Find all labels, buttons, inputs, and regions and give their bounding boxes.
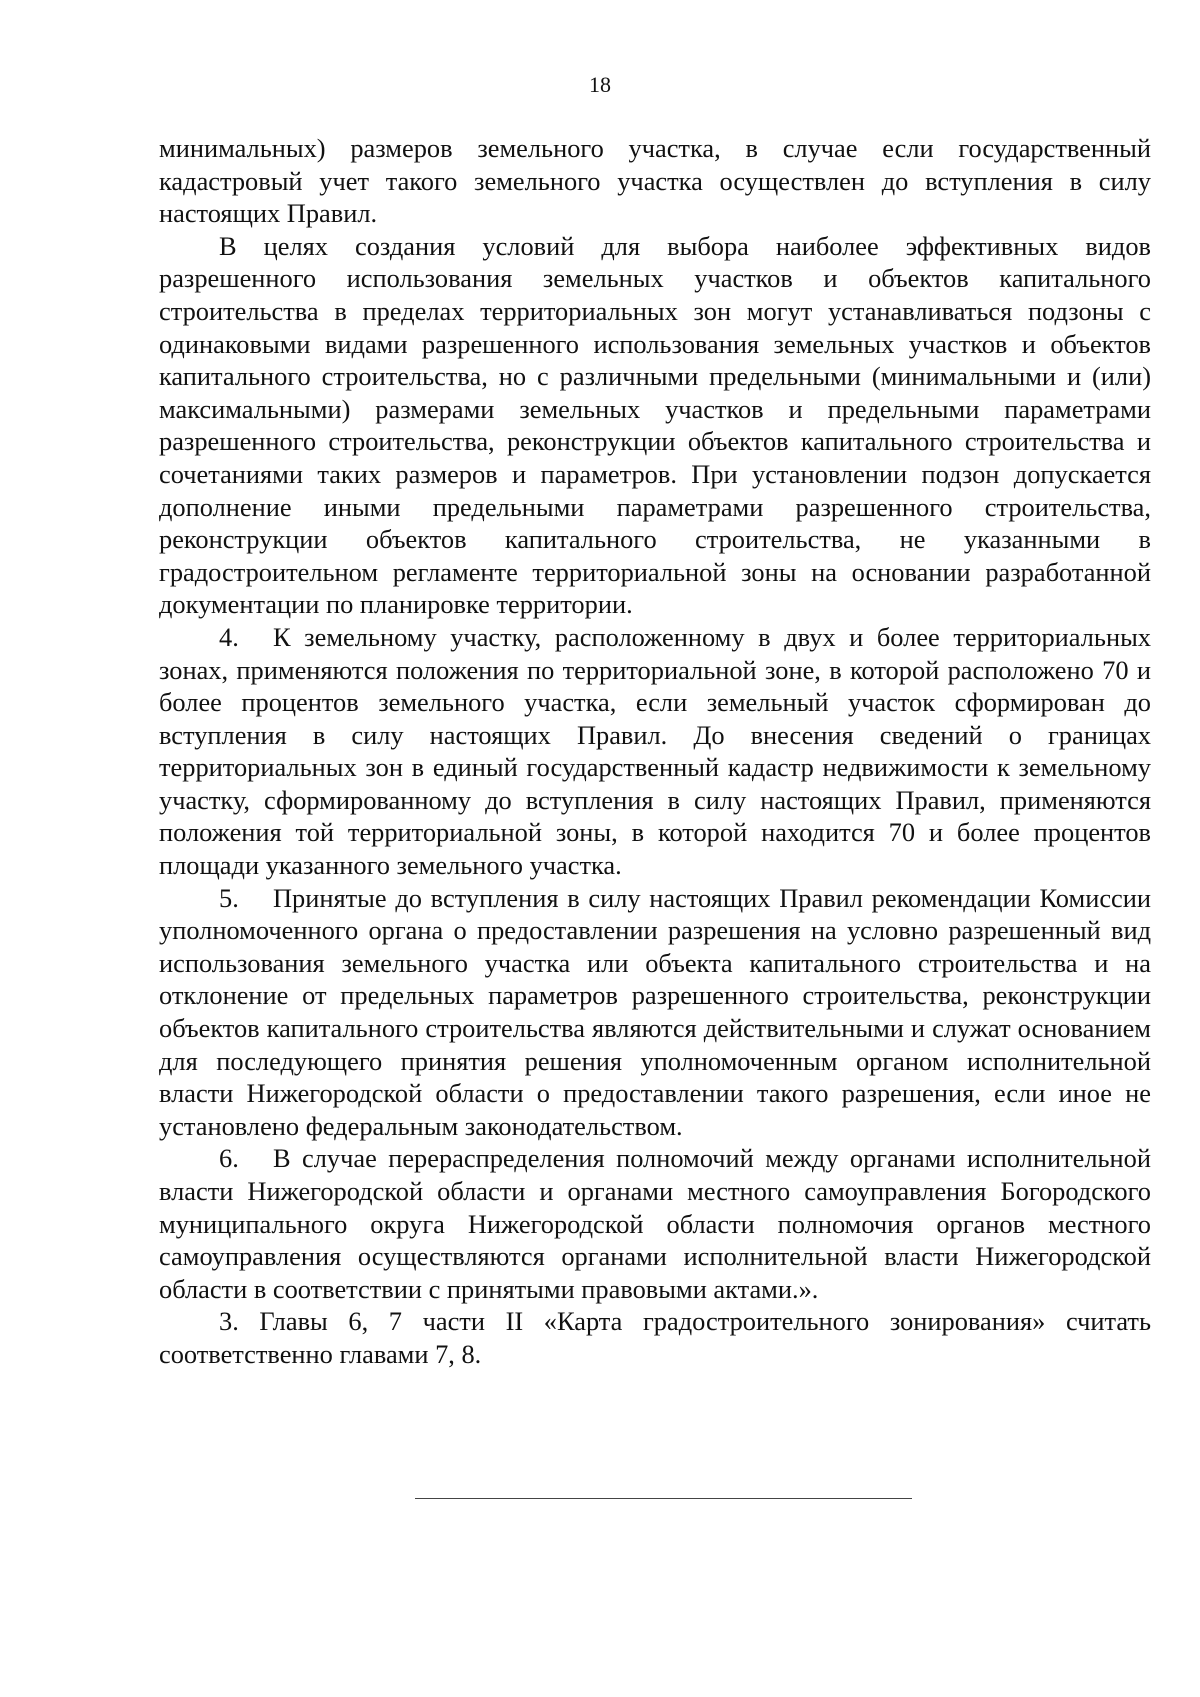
paragraph-item-6: 6. В случае перераспределения полномочий между органами исполнительной власти Нижегородской области и органами местного самоуправления Богородского муниципального округа Нижегородской области полномочия органов местного самоуправления осуществляются органами исполнительной власти Нижегородской области в соответствии с принятыми правовыми актами.». bbox=[159, 1143, 1151, 1304]
end-divider-line bbox=[415, 1498, 912, 1499]
document-body bbox=[159, 132, 1151, 1371]
item-number: 5. bbox=[219, 882, 239, 913]
paragraph-continuation: минимальных) размеров земельного участка, в случае если государственный кадастровый учет такого земельного участка осуществлен до вступления в силу настоящих Правил. bbox=[159, 133, 1151, 229]
paragraph-subzones: В целях создания условий для выбора наиболее эффективных видов разрешенного использования земельных участков и объектов капитального строительства в пределах территориальных зон могут устанавливаться подзоны с одинаковыми видами разрешенного использования земельных участков и объектов капитального строительства, но с различными предельными (минимальными и (или) максимальными) размерами земельных участков и предельными параметрами разрешенного строительства, реконструкции объектов капитального строительства и сочетаниями таких размеров и параметров. При установлении подзон допускается дополнение иными предельными параметрами разрешенного строительства, реконструкции объектов капитального строительства, не указанными в градостроительном регламенте территориальной зоны на основании разработанной документации по планировке территории. bbox=[159, 230, 1151, 620]
page-number: 18 bbox=[589, 72, 611, 97]
paragraph-item-3-chapters: 3. Главы 6, 7 части II «Карта градостроительного зонирования» считать соответственно главами 7, 8. bbox=[159, 1306, 1151, 1369]
item-number: 6. bbox=[219, 1143, 239, 1174]
paragraph-item-4: 4. К земельному участку, расположенному в двух и более территориальных зонах, применяются положения по территориальной зоне, в которой расположено 70 и более процентов земельного участка, если земельный участок сформирован до вступления в силу настоящих Правил. До внесения сведений о границах территориальных зон в единый государственный кадастр недвижимости к земельному участку, сформированному до вступления в силу настоящих Правил, применяются положения той территориальной зоны, в которой находится 70 и более процентов площади указанного земельного участка. bbox=[159, 621, 1151, 881]
paragraph-item-5: 5. Принятые до вступления в силу настоящих Правил рекомендации Комиссии уполномоченного органа о предоставлении разрешения на условно разрешенный вид использования земельного участка или объекта капитального строительства и на отклонение от предельных параметров разрешенного строительства, реконструкции объектов капитального строительства являются действительными и служат основанием для последующего принятия решения уполномоченным органом исполнительной власти Нижегородской области о предоставлении такого разрешения, если иное не установлено федеральным законодательством. bbox=[159, 882, 1151, 1141]
item-number: 4. bbox=[219, 621, 239, 652]
